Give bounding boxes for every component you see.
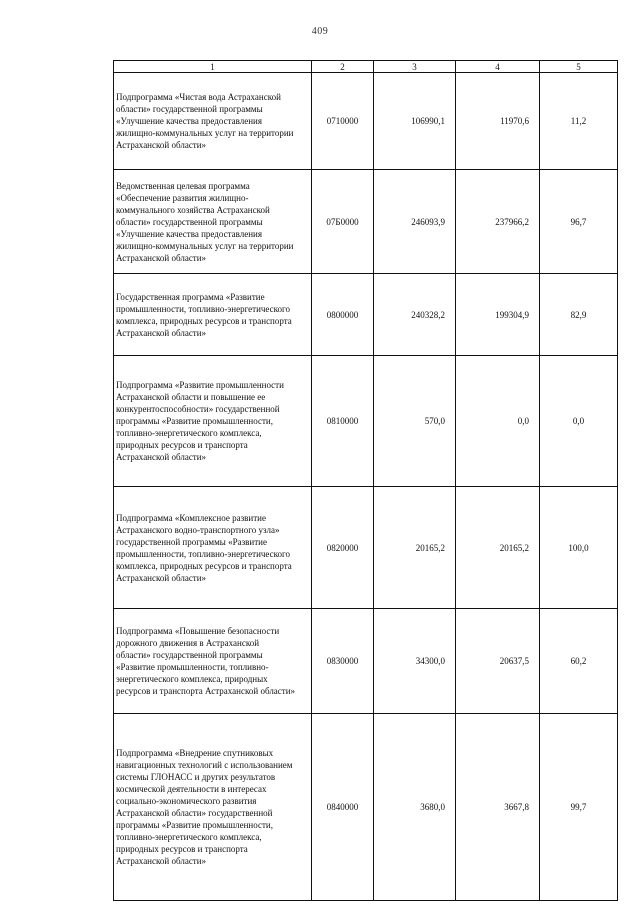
- table-row: [114, 487, 618, 609]
- column-header-2: 2: [312, 61, 374, 73]
- value-col3: 34300,0: [374, 609, 456, 714]
- program-code: 0710000: [312, 73, 374, 170]
- page-number: 409: [311, 26, 329, 37]
- value-col3: 246093,9: [374, 170, 456, 274]
- value-col5: 11,2: [540, 73, 618, 170]
- value-col5: 99,7: [540, 714, 618, 901]
- program-name: Подпрограмма «Внедрение спутниковых навигационных технологий с использованием системы ГЛОНАСС и других результатов космической деятельности в интересах социально-экономического развития Астраханской области» государственной программы «Развитие промышленности, топливно-энергетического комплекса, природных ресурсов и транспорта Астраханской области»: [114, 714, 312, 901]
- program-code: 0800000: [312, 274, 374, 356]
- table-row: [114, 274, 618, 356]
- table-row: [114, 170, 618, 274]
- program-code: 0840000: [312, 714, 374, 901]
- program-code: 07Б0000: [312, 170, 374, 274]
- column-header-3: 3: [374, 61, 456, 73]
- column-header-4: 4: [456, 61, 540, 73]
- value-col4: 199304,9: [456, 274, 540, 356]
- program-name: Подпрограмма «Чистая вода Астраханской области» государственной программы «Улучшение качества предоставления жилищно-коммунальных услуг на территории Астраханской области»: [114, 73, 312, 170]
- value-col5: 60,2: [540, 609, 618, 714]
- value-col3: 570,0: [374, 356, 456, 487]
- value-col4: 20637,5: [456, 609, 540, 714]
- table-row: [114, 356, 618, 487]
- value-col5: 96,7: [540, 170, 618, 274]
- value-col3: 20165,2: [374, 487, 456, 609]
- value-col3: 3680,0: [374, 714, 456, 901]
- table-row: [114, 714, 618, 901]
- program-code: 0830000: [312, 609, 374, 714]
- program-code: 0810000: [312, 356, 374, 487]
- column-header-5: 5: [540, 61, 618, 73]
- column-header-1: 1: [114, 61, 312, 73]
- program-name: Подпрограмма «Комплексное развитие Астраханского водно-транспортного узла» государственной программы «Развитие промышленности, топливно-энергетического комплекса, природных ресурсов и транспорта Астраханской области»: [114, 487, 312, 609]
- program-name: Подпрограмма «Повышение безопасности дорожного движения в Астраханской области» государственной программы «Развитие промышленности, топливно- энергетического комплекса, природных ресурсов и транспорта Астраханской области»: [114, 609, 312, 714]
- value-col4: 3667,8: [456, 714, 540, 901]
- table-header-row: [114, 61, 618, 73]
- table-row: [114, 73, 618, 170]
- program-name: Ведомственная целевая программа «Обеспечение развития жилищно- коммунального хозяйства Астраханской области» государственной программы «Улучшение качества предоставления жилищно-коммунальных услуг на территории Астраханской области»: [114, 170, 312, 274]
- value-col4: 11970,6: [456, 73, 540, 170]
- value-col3: 240328,2: [374, 274, 456, 356]
- budget-table: [113, 60, 618, 901]
- value-col5: 82,9: [540, 274, 618, 356]
- table-row: [114, 609, 618, 714]
- program-code: 0820000: [312, 487, 374, 609]
- value-col5: 100,0: [540, 487, 618, 609]
- value-col4: 237966,2: [456, 170, 540, 274]
- value-col4: 20165,2: [456, 487, 540, 609]
- value-col3: 106990,1: [374, 73, 456, 170]
- program-name: Государственная программа «Развитие промышленности, топливно-энергетического комплекса, природных ресурсов и транспорта Астраханской области»: [114, 274, 312, 356]
- value-col4: 0,0: [456, 356, 540, 487]
- value-col5: 0,0: [540, 356, 618, 487]
- program-name: Подпрограмма «Развитие промышленности Астраханской области и повышение ее конкурентоспособности» государственной программы «Развитие промышленности, топливно-энергетического комплекса, природных ресурсов и транспорта Астраханской области»: [114, 356, 312, 487]
